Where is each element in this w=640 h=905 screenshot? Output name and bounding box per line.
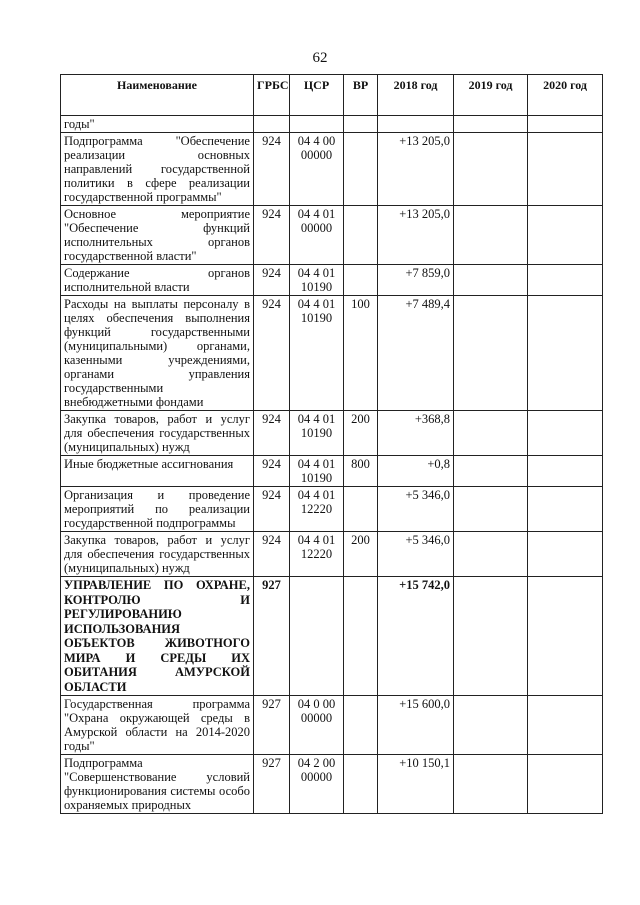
cell-csr: 04 4 01 10190 [290,411,344,456]
cell-csr: 04 4 01 12220 [290,487,344,532]
cell-csr: 04 4 01 10190 [290,296,344,411]
table-body [61,116,603,814]
header-grbs: ГРБС [254,75,290,116]
cell-name: УПРАВЛЕНИЕ ПО ОХРАНЕ, КОНТРОЛЮ И РЕГУЛИРОВАНИЮ ИСПОЛЬЗОВАНИЯ ОБЪЕКТОВ ЖИВОТНОГО МИРА И СРЕДЫ ИХ ОБИТАНИЯ АМУРСКОЙ ОБЛАСТИ [61,577,254,696]
cell-name: Организация и проведение мероприятий по реализации государственной подпрограммы [61,487,254,532]
cell-y2018: +5 346,0 [378,487,454,532]
cell-y2019 [454,696,528,755]
cell-y2020 [528,116,603,133]
cell-csr: 04 4 01 10190 [290,456,344,487]
cell-name: Государственная программа "Охрана окружающей среды в Амурской области на 2014-2020 годы" [61,696,254,755]
header-2019: 2019 год [454,75,528,116]
header-name: Наименование [61,75,254,116]
cell-grbs: 924 [254,532,290,577]
cell-csr [290,116,344,133]
cell-y2019 [454,206,528,265]
cell-vr [344,487,378,532]
cell-grbs: 924 [254,411,290,456]
cell-y2019 [454,411,528,456]
cell-name: Содержание органов исполнительной власти [61,265,254,296]
cell-vr [344,116,378,133]
table-row [61,116,603,133]
table-row [61,456,603,487]
header-csr: ЦСР [290,75,344,116]
cell-vr [344,133,378,206]
cell-y2020 [528,755,603,814]
cell-vr: 800 [344,456,378,487]
table-row [61,755,603,814]
cell-vr [344,577,378,696]
cell-y2020 [528,265,603,296]
cell-y2019 [454,296,528,411]
cell-grbs: 924 [254,487,290,532]
cell-y2020 [528,532,603,577]
cell-y2018: +15 600,0 [378,696,454,755]
cell-csr: 04 0 00 00000 [290,696,344,755]
table-row [61,487,603,532]
cell-csr [290,577,344,696]
cell-grbs: 924 [254,206,290,265]
table-row [61,696,603,755]
cell-grbs: 924 [254,133,290,206]
cell-csr: 04 4 01 10190 [290,265,344,296]
cell-y2018: +0,8 [378,456,454,487]
table-row [61,577,603,696]
cell-y2019 [454,755,528,814]
table-row [61,206,603,265]
cell-y2018: +7 859,0 [378,265,454,296]
header-2020: 2020 год [528,75,603,116]
cell-y2018: +13 205,0 [378,133,454,206]
cell-name: годы" [61,116,254,133]
cell-y2019 [454,487,528,532]
cell-y2019 [454,577,528,696]
cell-csr: 04 4 01 12220 [290,532,344,577]
cell-y2020 [528,296,603,411]
cell-grbs: 927 [254,755,290,814]
table-row [61,411,603,456]
cell-vr: 200 [344,411,378,456]
cell-y2018: +13 205,0 [378,206,454,265]
cell-y2018: +7 489,4 [378,296,454,411]
cell-csr: 04 4 01 00000 [290,206,344,265]
cell-y2019 [454,265,528,296]
cell-y2018: +15 742,0 [378,577,454,696]
cell-grbs: 927 [254,696,290,755]
cell-name: Иные бюджетные ассигнования [61,456,254,487]
cell-y2020 [528,456,603,487]
cell-y2020 [528,577,603,696]
table-row [61,133,603,206]
cell-name: Подпрограмма "Обеспечение реализации основных направлений государственной политики в сфере реализации государственной программы" [61,133,254,206]
cell-vr [344,696,378,755]
cell-y2020 [528,206,603,265]
table-row [61,296,603,411]
cell-y2020 [528,487,603,532]
cell-y2019 [454,116,528,133]
cell-csr: 04 4 00 00000 [290,133,344,206]
cell-grbs: 924 [254,296,290,411]
cell-vr [344,265,378,296]
table-header-row [61,75,603,116]
cell-name: Расходы на выплаты персоналу в целях обеспечения выполнения функций государственными (муниципальными) органами, казенными учреждениями, органами управления государственными внебюджетными фондами [61,296,254,411]
cell-grbs [254,116,290,133]
cell-y2019 [454,532,528,577]
cell-name: Подпрограмма "Совершенствование условий функционирования системы особо охраняемых природных [61,755,254,814]
header-vr: ВР [344,75,378,116]
budget-table [60,74,603,814]
cell-y2020 [528,696,603,755]
cell-name: Закупка товаров, работ и услуг для обеспечения государственных (муниципальных) нужд [61,411,254,456]
cell-y2019 [454,133,528,206]
cell-grbs: 924 [254,265,290,296]
cell-vr: 100 [344,296,378,411]
cell-csr: 04 2 00 00000 [290,755,344,814]
cell-vr [344,755,378,814]
cell-y2018: +10 150,1 [378,755,454,814]
cell-y2018: +5 346,0 [378,532,454,577]
cell-y2020 [528,411,603,456]
cell-grbs: 924 [254,456,290,487]
cell-y2018 [378,116,454,133]
cell-name: Основное мероприятие "Обеспечение функций исполнительных органов государственной власти" [61,206,254,265]
cell-vr [344,206,378,265]
header-2018: 2018 год [378,75,454,116]
cell-vr: 200 [344,532,378,577]
table-row [61,532,603,577]
cell-y2020 [528,133,603,206]
table-row [61,265,603,296]
cell-y2019 [454,456,528,487]
cell-name: Закупка товаров, работ и услуг для обеспечения государственных (муниципальных) нужд [61,532,254,577]
page-number: 62 [312,50,328,66]
cell-y2018: +368,8 [378,411,454,456]
cell-grbs: 927 [254,577,290,696]
